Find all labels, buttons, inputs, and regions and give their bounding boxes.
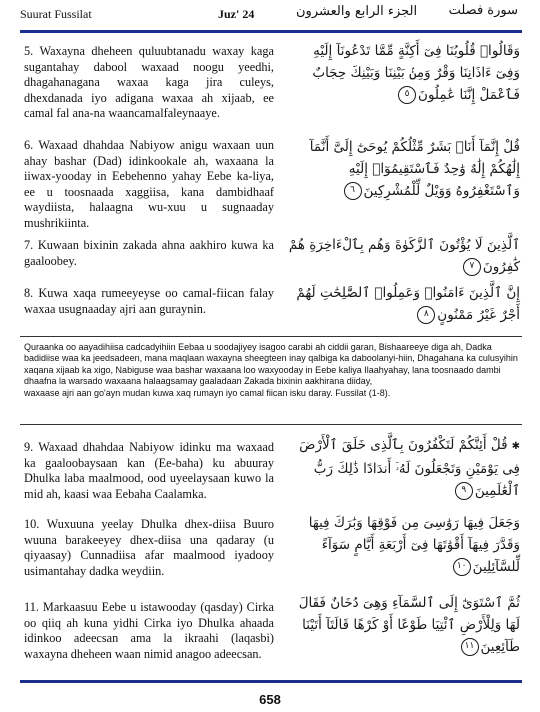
verse-text: 9. Waxaad dhahdaa Nabiyow idinku ma waxaad ka gaaloobaysaan kan (Ee-baha) ku abuuray Dhulka laba maalmood, ood uyeelaysaan kuwo la mid ah, kaasi waa Eebaha Caalamka. <box>24 440 274 501</box>
verse-arabic: وَقَالُوا۟ قُلُوبُنَا فِىٓ أَكِنَّةٍ مِّمَّا تَدْعُونَآ إِلَيْهِ وَفِىٓ ءَاذَانِنَا وَقْرٌ وَمِنۢ بَيْنِنَا وَبَيْنِكَ حِجَابٌ فَٱعْمَلْ إِنَّنَا عَٰمِلُونَ٥ <box>312 43 520 103</box>
verse-number-marker: ٧ <box>463 258 481 276</box>
verse-arabic: إِنَّ ٱلَّذِينَ ءَامَنُوا۟ وَعَمِلُوا۟ ٱلصَّٰلِحَٰتِ لَهُمْ أَجْرٌ غَيْرُ مَمْنُونٍ٨ <box>296 285 520 323</box>
page-number: 658 <box>259 692 281 707</box>
verse-arabic: ✱قُلْ أَئِنَّكُمْ لَتَكْفُرُونَ بِٱلَّذِى خَلَقَ ٱلْأَرْضَ فِى يَوْمَيْنِ وَتَجْعَلُونَ لَهُۥٓ أَندَادًا ذَٰلِكَ رَبُّ ٱلْعَٰلَمِينَ٩ <box>299 437 520 499</box>
verse-arabic: ٱلَّذِينَ لَا يُؤْتُونَ ٱلزَّكَوٰةَ وَهُم بِٱلْءَاخِرَةِ هُمْ كَٰفِرُونَ٧ <box>288 237 520 275</box>
commentary-bottom-rule <box>20 424 522 425</box>
juz-label: Juz' 24 <box>218 7 255 21</box>
verse-number-marker: ٨ <box>417 306 435 324</box>
verse-number-marker: ٥ <box>398 86 416 104</box>
page-header <box>0 0 540 34</box>
commentary-paragraph: Quraanka oo aayadihiisa cadcadyihiin Eebaa u soodajiyey isagoo carabi ah ciddii garan, Bishaareeye diga ah, Dadka badidiise waa ka jeedsadeen, mana maqlaan waxayna sheegteen inay qalbiga ka daboolanyi-hiin, Dhagahana ka culusyihin xaqana xijaab ka xigo, Nabiguse waa bashar waxaana loo waxyooday in Eebe kaliya Ilaahyahay, lana toosnaado dambi dhaafna la warsado waxaana halaagsamay gaaladaan Zakada bixinin aakhirana diiday, <box>24 342 518 387</box>
verse-arabic: قُلْ إِنَّمَآ أَنَا۠ بَشَرٌ مِّثْلُكُمْ يُوحَىٰٓ إِلَىَّ أَنَّمَآ إِلَٰهُكُمْ إِلَٰهٌ وَٰحِدٌ فَٱسْتَقِيمُوٓا۟ إِلَيْهِ وَٱسْتَغْفِرُوهُ وَوَيْلٌ لِّلْمُشْرِكِينَ٦ <box>309 139 520 199</box>
commentary-top-rule <box>20 336 522 337</box>
verse-text: 7. Kuwaan bixinin zakada ahna aakhiro kuwa ka gaaloobey. <box>24 238 274 268</box>
juz-arabic: الجزء الرابع والعشرون <box>296 4 418 19</box>
verse-text: 6. Waxaad dhahdaa Nabiyow anigu waxaan uun ahay bashar (Dad) idinkookale ah, waxaana la iiwax-yooday in Eebehenno yahay Eebe ka-liya, ee u toosnaada xaggiisa, kana dambidhaaf waydiista, halaagna wu-xuu u sugnaaday mushrikiinta. <box>24 138 274 230</box>
surah-arabic: سورة فصلت <box>448 3 518 18</box>
surah-name: Suurat Fussilat <box>20 7 92 21</box>
footer-rule <box>20 680 522 683</box>
verse-number-marker: ١١ <box>461 638 479 656</box>
verse-text: 5. Waxayna dheheen quluubtanadu waxay kaga sugantahay dabool waxaad noogu yeedhi, dhagahanagana waxaa kaga jira culeys, dhexdanada iyo adigana waxaa ah xijaab, ee camal fal ana-na waancamalfaleynaaye. <box>24 44 274 121</box>
verse-arabic: وَجَعَلَ فِيهَا رَوَٰسِىَ مِن فَوْقِهَا وَبَٰرَكَ فِيهَا وَقَدَّرَ فِيهَآ أَقْوَٰتَهَا فِىٓ أَرْبَعَةِ أَيَّامٍ سَوَآءً لِّلسَّآئِلِينَ١٠ <box>308 515 520 575</box>
header-rule <box>20 30 522 33</box>
commentary-box <box>24 342 520 399</box>
verse-arabic: ثُمَّ ٱسْتَوَىٰٓ إِلَى ٱلسَّمَآءِ وَهِىَ دُخَانٌ فَقَالَ لَهَا وَلِلْأَرْضِ ٱئْتِيَا طَوْعًا أَوْ كَرْهًا قَالَتَآ أَتَيْنَا طَآئِعِينَ١١ <box>298 595 520 655</box>
verse-number-marker: ٦ <box>344 182 362 200</box>
commentary-paragraph: waxaase ajri aan go'ayn mudan kuwa xaq rumayn iyo camal fiican isku daray. Fussilat (1-8). <box>24 387 391 398</box>
verse-text: 8. Kuwa xaqa rumeeyeyse oo camal-fiican falay waxaa usugnaaday ajri aan guraynin. <box>24 286 274 316</box>
verse-number-marker: ١٠ <box>453 558 471 576</box>
verse-number-marker: ٩ <box>455 482 473 500</box>
verse-text: 11. Markaasuu Eebe u istawooday (qasday) Cirka oo qiiq ah kuna yidhi Cirka iyo Dhulka ahaada idinkoo adeecsan ama la ikraahi (laqasbi) waxayna dheheen waan nimid anagoo adeecsan. <box>24 600 274 661</box>
star-ornament-icon: ✱ <box>511 441 520 452</box>
verse-text: 10. Wuxuuna yeelay Dhulka dhex-diisa Buuro wuuna barakeeyey dhex-diisa una qadaray (u qiyaasay) Cunnadiisa afar maalmood iyadooy usimantahay dadka weydiin. <box>24 517 274 578</box>
